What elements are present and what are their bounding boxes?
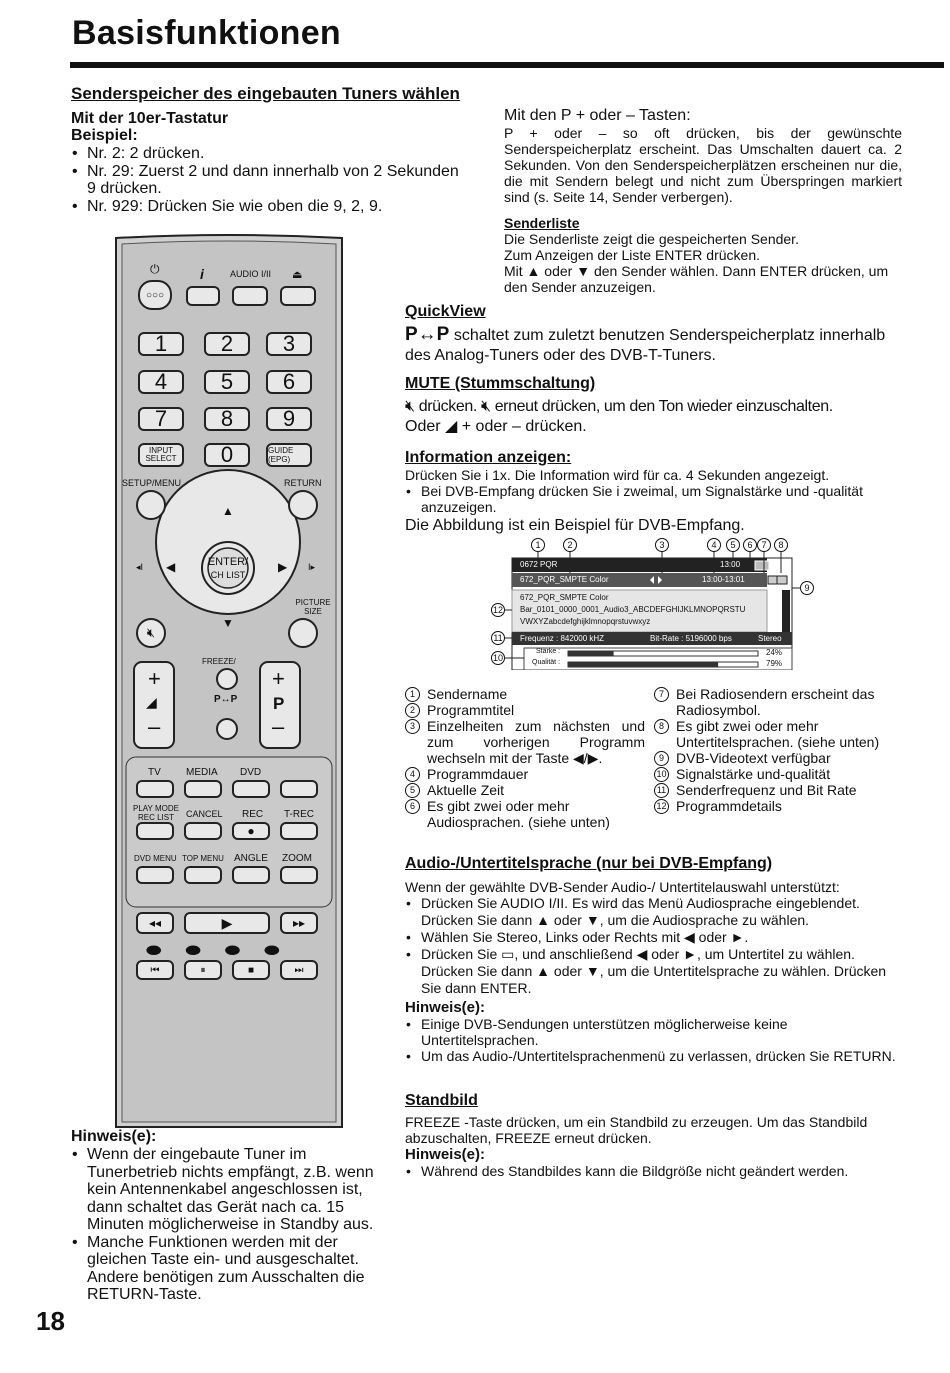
senderliste-title: Senderliste [504,215,580,231]
info-button[interactable] [186,286,220,306]
standbild-note-title: Hinweis(e): [405,1146,486,1163]
legend-left: 1 Sendername 2 Programmtitel 3 Einzelheiten zum nächsten und zum vorherigen Programm wechseln mit der Taste ◀/▶. 4 Programmdauer 5 Aktuelle Zeit 6 Es gibt zwei oder mehr Audiosprachen. (siehe unten) [405,686,645,830]
freeze-label: FREEZE/ [202,657,236,666]
list-item: • Nr. 929: Drücken Sie wie oben die 9, 2, 9. [71,198,461,216]
info-heading: Information anzeigen: [405,449,572,466]
osd-detail1: 672_PQR_SMPTE Color [520,593,609,602]
rewind-button[interactable]: ◂◂ [136,912,174,934]
list-item: Senderfrequenz und Bit Rate [676,782,857,798]
digit-0-button[interactable]: 0 [204,443,250,467]
dvd-label: DVD [240,767,262,778]
list-item: Programmdetails [676,798,782,814]
dvd-button[interactable] [232,780,270,798]
top-menu-button[interactable] [184,866,222,884]
callout: 5 [726,538,740,552]
mute-icon: 🔇︎ [405,398,415,415]
osd-strength-value: 24% [766,648,783,657]
input-select-button[interactable]: INPUT SELECT [138,443,184,467]
power-icon: ⏻ [150,262,160,276]
senderliste-line: Mit ▲ oder ▼ den Sender wählen. Dann ENTER drücken, um den Sender anzuzeigen. [504,263,889,295]
media-label: MEDIA [186,767,218,778]
list-item: Signalstärke und-qualität [676,766,831,782]
channel-up-button[interactable]: + [272,666,285,691]
mute-button[interactable]: 🔇︎ [136,618,166,648]
down-arrow-icon[interactable]: ▼ [222,616,234,630]
osd-detail3: VWXYZabcdefghijklmnopqrstuvwxyz [520,617,651,626]
play-mode-label: PLAY MODE REC LIST [133,804,179,822]
cancel-button[interactable] [184,822,222,840]
play-button[interactable]: ▶ [184,912,270,934]
keypad-title: Mit der 10er-Tastatur [71,110,229,127]
keypad-bullets [71,145,461,215]
list-item: Einzelheiten zum nächsten und zum vorherigen Programm wechseln mit der Taste ◀/▶. [427,718,645,766]
osd-frequency: Frequenz : 842000 kHZ [520,634,605,643]
up-arrow-icon[interactable]: ▲ [222,504,234,518]
standbild-text: FREEZE -Taste drücken, um ein Standbild zu erzeugen. Um das Standbild abzuschalten, FREEZE erneut drücken. [405,1114,868,1146]
digit-8-button[interactable]: 8 [204,407,250,431]
callout: 4 [707,538,721,552]
audio-label: AUDIO I/II [230,269,272,279]
left-arrow-icon[interactable]: ◀ [166,560,176,574]
enter-label[interactable]: ENTER/ [207,556,249,568]
quickview-text: schaltet zum zuletzt benutzen Senderspeicherplatz innerhalb des Analog-Tuners oder des DVB-T-Tuners. [405,327,886,364]
skip-back-button[interactable]: ⏮ [136,960,174,980]
p-keys-text: P + oder – so oft drücken, bis der gewünschte Senderspeicherplatz erscheint. Das Umschalten dauert ca. 2 Sekunden. Von den Senderspeicherplätzen erscheinen nur die, die mit Sendern belegt und nicht zum Überspringen markiert sind (s. Seite 14, Sender verbergen). [504,125,902,205]
title-rule [70,62,944,68]
list-item: • Wenn der eingebaute Tuner im Tunerbetrieb nichts empfängt, z.B. wenn kein Antennenkabel angeschlossen ist, dann schaltet das Gerät nach ca. 15 Minuten möglicherweise in Standby aus. [71,1146,379,1234]
osd-quality-label: Qualität : [532,659,561,666]
angle-button[interactable] [232,866,270,884]
media-button[interactable] [184,780,222,798]
example-label: Beispiel: [71,127,138,144]
list-item: Es gibt zwei oder mehr Audiosprachen. (siehe unten) [427,798,610,830]
digit-6-button[interactable]: 6 [266,370,312,394]
hinweis-title: Hinweis(e): [71,1128,157,1145]
list-item: Programmdauer [427,766,529,782]
guide-epg-button[interactable]: GUIDE (EPG) [266,443,312,467]
tuner-heading: Senderspeicher des eingebauten Tuners wählen [71,84,460,103]
dvd-menu-button[interactable] [136,866,174,884]
mute-icon: 🔇︎ [480,398,491,415]
ch-list-label: CH LIST [210,570,246,580]
tv-button[interactable] [136,780,174,798]
prev-chapter-icon: ◂I [136,562,144,572]
tv-label: TV [148,767,161,778]
play-mode-button[interactable] [136,822,174,840]
audio-heading: Audio-/Untertitelsprache (nur bei DVB-Empfang) [405,855,773,872]
return-label: RETURN [284,478,322,488]
callout: 6 [743,538,757,552]
list-item: Aktuelle Zeit [427,782,505,798]
skip-forward-button[interactable]: ⏭ [280,960,318,980]
setup-menu-button[interactable] [136,490,166,520]
list-item: Es gibt zwei oder mehr Untertitelsprachen. (siehe unten) [676,718,880,750]
page-number: 18 [36,1306,65,1336]
rec-button[interactable]: ● [232,822,270,840]
subtitle-button[interactable] [280,780,318,798]
p-keys-title: Mit den P + oder – Tasten: [504,107,691,124]
volume-up-button[interactable]: + [148,666,161,691]
info-bullet: • Bei DVB-Empfang drücken Sie i zweimal, um Signalstärke und -qualität anzuzeigen. [405,483,905,515]
freeze-button[interactable] [216,668,238,690]
quality-bar-fill [568,662,718,667]
callout: 7 [757,538,771,552]
callout: 9 [800,581,814,595]
pp-button[interactable] [216,718,238,740]
right-arrow-icon[interactable]: ▶ [278,560,288,574]
callout: 10 [492,653,503,663]
callout: 11 [491,631,505,645]
picture-size-label: PICTURE SIZE [295,598,331,616]
list-item: • Manche Funktionen werden mit der gleichen Taste ein- und ausgeschaltet. Andere benötigen zum Ausschalten die RETURN-Taste. [71,1234,379,1304]
volume-icon: ◢ [146,694,157,710]
osd-detail2: Bar_0101_0000_0001_Audio3_ABCDEFGHIJKLMNOPQRSTU [520,605,746,614]
zoom-button[interactable] [280,866,318,884]
digit-1-button[interactable]: 1 [138,332,184,356]
channel-p-label: P [273,694,285,713]
pp-label: P↔P [214,694,238,705]
angle-label: ANGLE [234,853,268,864]
dvb-info-figure [490,538,820,670]
dvd-menu-label: DVD MENU [134,854,177,863]
digit-2-button[interactable]: 2 [204,332,250,356]
fast-forward-button[interactable]: ▸▸ [280,912,318,934]
legend-right: 7 Bei Radiosendern erscheint das Radiosymbol. 8 Es gibt zwei oder mehr Untertitelsprachen. (siehe unten) 9 DVB-Videotext verfügbar 10 Signalstärke und-qualität 11 Senderfrequenz und Bit Rate 12 Programmdetails [654,686,902,814]
mute-line1b: erneut drücken, um den Ton wieder einzuschalten. [494,398,833,415]
pause-button[interactable]: ⏸ [184,960,222,980]
osd-bitrate: Bit-Rate : 5196000 bps [650,634,732,643]
standbild-heading: Standbild [405,1092,478,1109]
strength-bar-fill [568,651,614,656]
volume-down-button[interactable]: – [148,714,161,739]
list-item: DVB-Videotext verfügbar [676,750,831,766]
next-chapter-icon: I▸ [308,562,316,572]
osd-time: 13:00 [720,560,741,569]
list-item: • Nr. 2: 2 drücken. [71,145,461,163]
return-button[interactable] [288,490,318,520]
list-item: • Einige DVB-Sendungen unterstützen möglicherweise keine Untertitelsprachen. [405,1016,905,1048]
power-button[interactable]: ○○○ [138,280,172,310]
rec-label: REC [242,809,264,820]
audio-button[interactable] [232,286,268,306]
list-item: • Um das Audio-/Untertitelsprachenmenü zu verlassen, drücken Sie RETURN. [405,1048,905,1064]
senderliste-line: Zum Anzeigen der Liste ENTER drücken. [504,247,761,263]
osd-stereo: Stereo [758,634,782,643]
senderliste-line: Die Senderliste zeigt die gespeicherten Sender. [504,231,799,247]
pp-symbol: P↔P [405,324,450,345]
list-item: • Drücken Sie ▭, und anschließend ◀ oder ►, um Untertitel zu wählen. Drücken Sie dann ▲ oder ▼, um die Untertitelsprache zu wählen. Drücken Sie dann ENTER. [405,946,905,997]
t-rec-button[interactable] [280,822,318,840]
osd-channel: 0672 PQR [520,560,558,569]
osd-quality-value: 79% [766,659,783,668]
zoom-label: ZOOM [282,853,312,864]
list-item: Bei Radiosendern erscheint das Radiosymbol. [676,686,875,718]
digit-4-button[interactable]: 4 [138,370,184,394]
cancel-label: CANCEL [186,809,223,819]
osd-program: 672_PQR_SMPTE Color [520,575,609,584]
callout: 12 [492,605,503,615]
eject-icon: ⏏ [292,269,303,281]
list-item: • Drücken Sie AUDIO I/II. Es wird das Menü Audiosprache eingeblendet. Drücken Sie dann ▲ oder ▼, um die Audiosprache zu wählen. [405,895,905,929]
digit-5-button[interactable]: 5 [204,370,250,394]
setup-menu-label: SETUP/MENU [122,478,182,488]
list-item: • Wählen Sie Stereo, Links oder Rechts mit ◀ oder ►. [405,929,905,946]
color-key-icons[interactable]: ⬬⬬⬬⬬ [146,940,304,960]
list-item: • Nr. 29: Zuerst 2 und dann innerhalb von 2 Sekunden 9 drücken. [71,163,461,198]
osd-strength-label: Stärke : [536,648,561,655]
top-menu-label: TOP MENU [182,854,224,863]
callout: 2 [563,538,577,552]
info-example: Die Abbildung ist ein Beispiel für DVB-Empfang. [405,517,745,534]
picture-size-button[interactable] [288,618,318,648]
mute-heading: MUTE (Stummschaltung) [405,375,596,392]
info-line1: Drücken Sie i 1x. Die Information wird für ca. 4 Sekunden angezeigt. [405,467,830,483]
list-item: • Während des Standbildes kann die Bildgröße nicht geändert werden. [405,1163,905,1179]
t-rec-label: T-REC [284,809,314,820]
remote-control-illustration [112,232,346,1132]
osd-duration: 13:00-13:01 [702,575,745,584]
digit-9-button[interactable]: 9 [266,407,312,431]
digit-7-button[interactable]: 7 [138,407,184,431]
audio-intro: Wenn der gewählte DVB-Sender Audio-/ Untertitelauswahl unterstützt: [405,879,840,895]
page-title: Basisfunktionen [72,14,341,52]
callout: 1 [531,538,545,552]
list-item: Programmtitel [427,702,515,718]
quickview-heading: QuickView [405,303,486,320]
stop-button[interactable]: ■ [232,960,270,980]
digit-3-button[interactable]: 3 [266,332,312,356]
eject-button[interactable] [280,286,316,306]
callout: 8 [774,538,788,552]
mute-line2: Oder ◢ + oder – drücken. [405,418,587,435]
list-item: Sendername [427,686,508,702]
callout: 3 [655,538,669,552]
mute-line1a: drücken. [418,398,477,415]
channel-down-button[interactable]: – [272,714,285,739]
audio-note-title: Hinweis(e): [405,999,486,1016]
info-i-icon: i [200,266,204,282]
